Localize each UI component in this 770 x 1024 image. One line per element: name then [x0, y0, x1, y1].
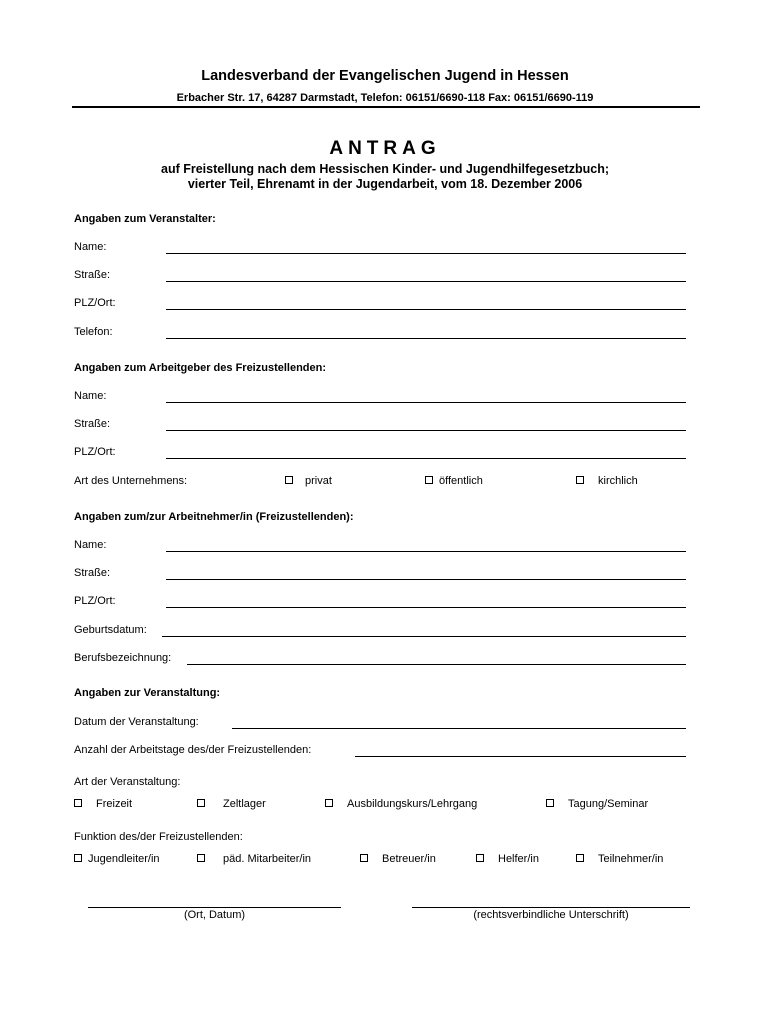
veranstalter-strasse-field[interactable] [166, 281, 686, 282]
ort-datum-line[interactable] [88, 907, 341, 908]
art-unternehmen-label: Art des Unternehmens: [74, 475, 188, 487]
veranstalter-telefon-label: Telefon: [74, 326, 113, 338]
ort-datum-label: (Ort, Datum) [183, 909, 246, 921]
funktion-label: Funktion des/der Freizustellenden: [74, 831, 243, 843]
arbeitnehmer-name-label: Name: [74, 539, 107, 551]
signature-line[interactable] [412, 907, 690, 908]
arbeitnehmer-strasse-label: Straße: [74, 567, 111, 579]
arbeitgeber-strasse-label: Straße: [74, 418, 111, 430]
signature-label: (rechtsverbindliche Unterschrift) [473, 909, 629, 921]
checkbox-icon[interactable] [74, 799, 82, 807]
veranstalter-plzort-field[interactable] [166, 309, 686, 310]
checkbox-icon[interactable] [197, 854, 205, 862]
arbeitgeber-strasse-field[interactable] [166, 430, 686, 431]
arbeitnehmer-beruf-label: Berufsbezeichnung: [74, 652, 172, 664]
art-veranstaltung-label: Art der Veranstaltung: [74, 776, 181, 788]
organization-address: Erbacher Str. 17, 64287 Darmstadt, Telefon: 06151/6690-118 Fax: 06151/6690-119 [176, 92, 594, 104]
arbeitnehmer-strasse-field[interactable] [166, 579, 686, 580]
veranstalter-telefon-field[interactable] [166, 338, 686, 339]
section-heading-arbeitgeber: Angaben zum Arbeitgeber des Freizustellenden: [74, 362, 327, 374]
veranstalter-name-label: Name: [74, 241, 107, 253]
section-heading-arbeitnehmer: Angaben zum/zur Arbeitnehmer/in (Freizustellenden): [74, 511, 354, 523]
arbeitnehmer-plzort-label: PLZ/Ort: [74, 595, 116, 607]
option-jugendleiter[interactable] [74, 853, 160, 865]
organization-name: Landesverband der Evangelischen Jugend in Hessen [201, 68, 569, 84]
option-label: päd. Mitarbeiter/in [223, 853, 312, 865]
document-title: ANTRAG [329, 138, 441, 159]
document-subtitle-2: vierter Teil, Ehrenamt in der Jugendarbeit, vom 18. Dezember 2006 [187, 177, 583, 191]
arbeitnehmer-geburtsdatum-field[interactable] [162, 636, 686, 637]
option-oeffentlich[interactable] [425, 475, 483, 487]
header-divider [72, 106, 700, 108]
option-paed-mitarbeiter[interactable] [197, 853, 311, 865]
arbeitgeber-plzort-field[interactable] [166, 458, 686, 459]
checkbox-icon[interactable] [576, 476, 584, 484]
option-label: Ausbildungskurs/Lehrgang [347, 798, 478, 810]
checkbox-icon[interactable] [74, 854, 82, 862]
veranstalter-plzort-label: PLZ/Ort: [74, 297, 116, 309]
arbeitnehmer-plzort-field[interactable] [166, 607, 686, 608]
option-freizeit[interactable] [74, 798, 132, 810]
option-kirchlich[interactable] [576, 475, 638, 487]
checkbox-icon[interactable] [197, 799, 205, 807]
option-label: Helfer/in [498, 853, 539, 865]
arbeitgeber-name-field[interactable] [166, 402, 686, 403]
checkbox-icon[interactable] [476, 854, 484, 862]
option-tagung-seminar[interactable] [546, 798, 648, 810]
arbeitstage-field[interactable] [355, 756, 686, 757]
checkbox-icon[interactable] [425, 476, 433, 484]
datum-veranstaltung-label: Datum der Veranstaltung: [74, 716, 199, 728]
checkbox-icon[interactable] [360, 854, 368, 862]
section-heading-veranstaltung: Angaben zur Veranstaltung: [74, 687, 221, 699]
option-label: Freizeit [96, 798, 133, 810]
arbeitnehmer-geburtsdatum-label: Geburtsdatum: [74, 624, 147, 636]
section-heading-veranstalter: Angaben zum Veranstalter: [74, 213, 216, 225]
checkbox-icon[interactable] [285, 476, 293, 484]
option-label: öffentlich [439, 475, 483, 487]
option-privat[interactable] [285, 475, 332, 487]
veranstalter-name-field[interactable] [166, 253, 686, 254]
veranstalter-strasse-label: Straße: [74, 269, 111, 281]
option-label: Zeltlager [223, 798, 266, 810]
option-label: Tagung/Seminar [568, 798, 649, 810]
option-helfer[interactable] [476, 853, 539, 865]
arbeitgeber-name-label: Name: [74, 390, 107, 402]
document-subtitle-1: auf Freistellung nach dem Hessischen Kinder- und Jugendhilfegesetzbuch; [161, 162, 609, 176]
option-label: privat [305, 475, 332, 487]
checkbox-icon[interactable] [546, 799, 554, 807]
option-ausbildungskurs[interactable] [325, 798, 477, 810]
option-label: Jugendleiter/in [88, 853, 160, 865]
datum-veranstaltung-field[interactable] [232, 728, 686, 729]
arbeitgeber-plzort-label: PLZ/Ort: [74, 446, 116, 458]
option-label: Teilnehmer/in [598, 853, 664, 865]
arbeitnehmer-name-field[interactable] [166, 551, 686, 552]
option-label: Betreuer/in [382, 853, 436, 865]
option-betreuer[interactable] [360, 853, 436, 865]
option-zeltlager[interactable] [197, 798, 266, 810]
option-label: kirchlich [598, 475, 638, 487]
checkbox-icon[interactable] [576, 854, 584, 862]
option-teilnehmer[interactable] [576, 853, 663, 865]
checkbox-icon[interactable] [325, 799, 333, 807]
arbeitstage-label: Anzahl der Arbeitstage des/der Freizustellenden: [74, 744, 312, 756]
arbeitnehmer-beruf-field[interactable] [187, 664, 686, 665]
